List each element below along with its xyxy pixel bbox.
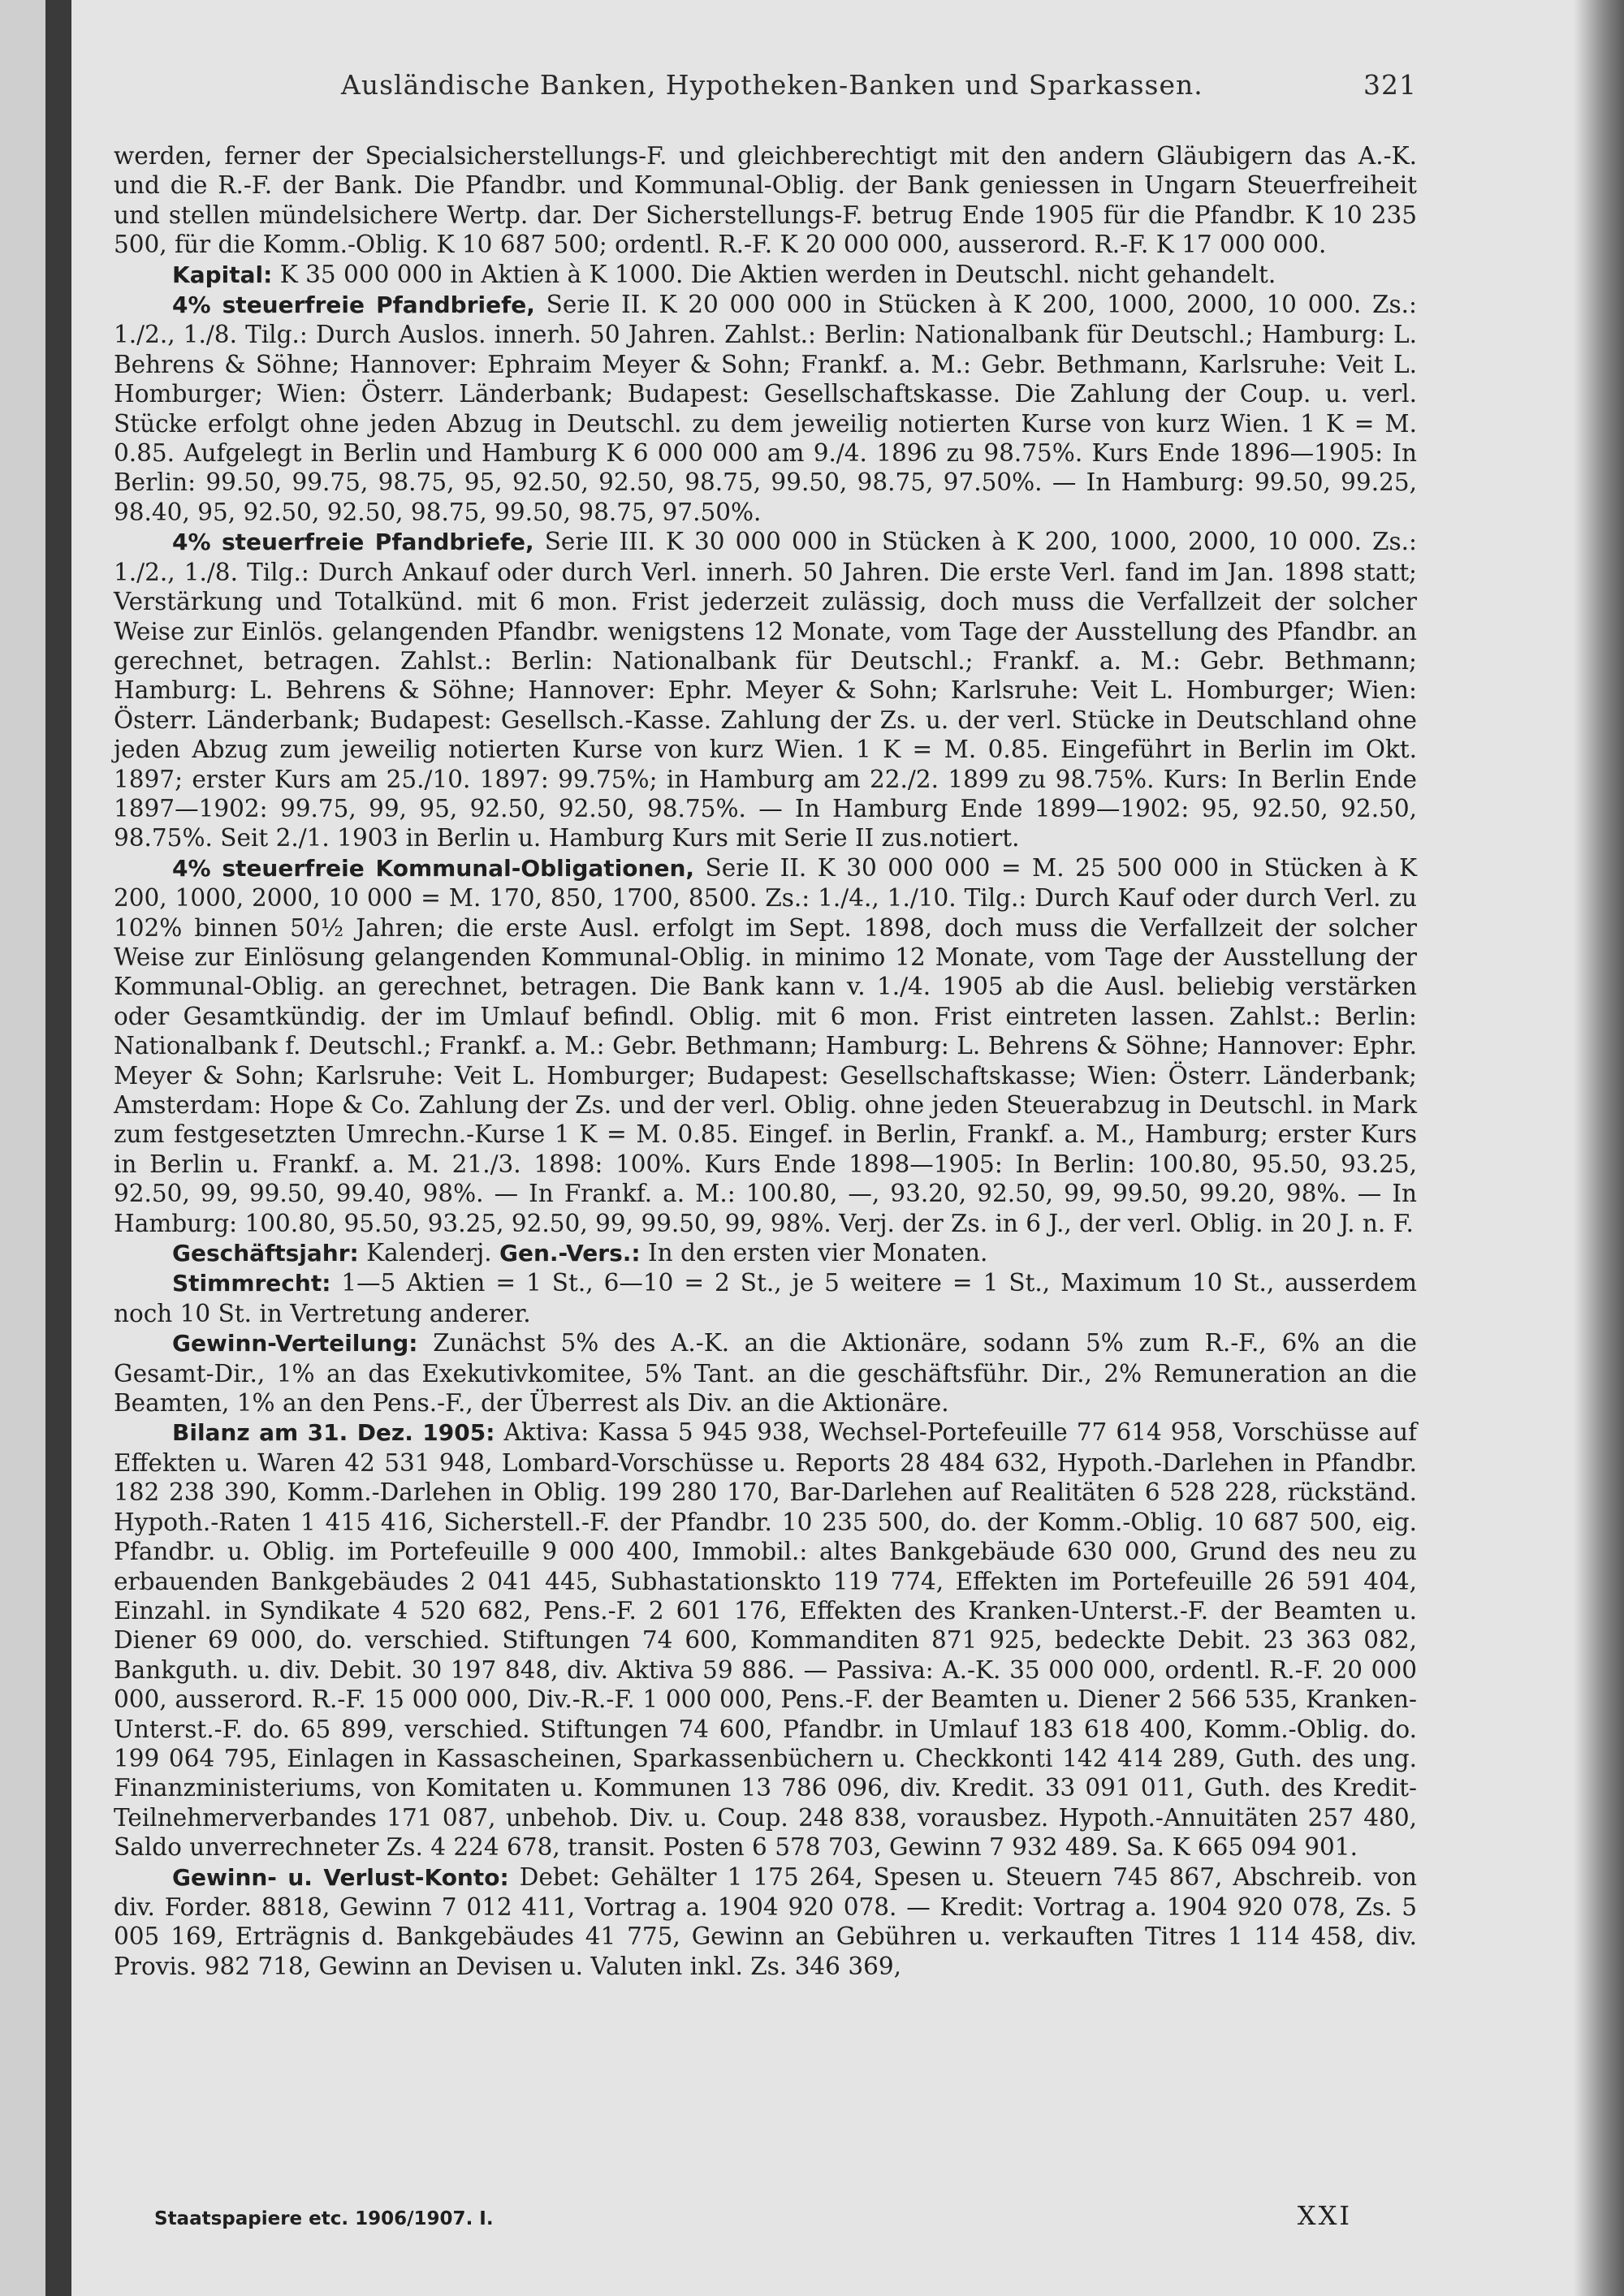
body-text (114, 141, 1417, 1981)
paragraph-text: Debet: Gehälter 1 175 264, Spesen u. Steuern 745 867, Abschreib. von div. Forder. 8818, Gewinn 7 012 411, Vortrag a. 1904 920 078. — Kredit: Vortrag a. 1904 920 078, Zs. 5 005 169, Erträgnis d. Bankgebäudes 41 775, Gewinn an Gebühren u. verkauften Titres 1 114 458, div. Provis. 982 718, Gewinn an Devisen u. Valuten inkl. Zs. 346 369, (114, 1862, 1417, 1980)
paragraph-gewinn-verteilung (114, 1328, 1417, 1418)
paragraph-text: Serie III. K 30 000 000 in Stücken à K 200, 1000, 2000, 10 000. Zs.: 1./2., 1./8. Tilg.: Durch Ankauf oder durch Verl. innerh. 50 Jahren. Die erste Verl. fand im Jan. 1898 statt; Verstärkung und Totalkünd. mit 6 mon. Frist jederzeit zulässig, doch muss die Verfallzeit der solcher Weise zur Einlös. gelangenden Pfandbr. wenigstens 12 Monate, vom Tage der Ausstellung des Pfandbr. an gerechnet, betragen. Zahlst.: Berlin: Nationalbank für Deutschl.; Frankf. a. M.: Gebr. Bethmann; Hamburg: L. Behrens & Söhne; Hannover: Ephr. Meyer & Sohn; Karlsruhe: Veit L. Homburger; Wien: Österr. Länderbank; Budapest: Gesellsch.-Kasse. Zahlung der Zs. u. der verl. Stücke in Deutschland ohne jeden Abzug zum jeweilig notierten Kurse von kurz Wien. 1 K = M. 0.85. Eingeführt in Berlin im Okt. 1897; erster Kurs am 25./10. 1897: 99.75%; in Hamburg am 22./2. 1899 zu 98.75%. Kurs: In Berlin Ende 1897—1902: 99.75, 99, 95, 92.50, 92.50, 98.75%. — In Hamburg Ende 1899—1902: 95, 92.50, 92.50, 98.75%. Seit 2./1. 1903 in Berlin u. Hamburg Kurs mit Serie II zus.notiert. (114, 528, 1417, 852)
running-header (341, 69, 1417, 101)
paragraph-text: Aktiva: Kassa 5 945 938, Wechsel-Portefeuille 77 614 958, Vorschüsse auf Effekten u. Waren 42 531 948, Lombard-Vorschüsse u. Reports 28 484 632, Hypoth.-Darlehen in Pfandbr. 182 238 390, Komm.-Darlehen in Oblig. 199 280 170, Bar-Darlehen auf Realitäten 6 528 228, rückständ. Hypoth.-Raten 1 415 416, Sicherstell.-F. der Pfandbr. 10 235 500, do. der Komm.-Oblig. 10 687 500, eig. Pfandbr. u. Oblig. im Portefeuille 9 000 400, Immobil.: altes Bankgebäude 630 000, Grund des neu zu erbauenden Bankgebäudes 2 041 445, Subhastationskto 119 774, Effekten im Portefeuille 26 591 404, Einzahl. in Syndikate 4 520 682, Pens.-F. 2 601 176, Effekten des Kranken-Unterst.-F. der Beamten u. Diener 69 000, do. verschied. Stiftungen 74 600, Kommanditen 871 925, bedeckte Debit. 23 363 082, Bankguth. u. div. Debit. 30 197 848, div. Aktiva 59 886. — Passiva: A.-K. 35 000 000, ordentl. R.-F. 20 000 000, ausserord. R.-F. 15 000 000, Div.-R.-F. 1 000 000, Pens.-F. der Beamten u. Diener 2 566 535, Kranken-Unterst.-F. do. 65 899, verschied. Stiftungen 74 600, Pfandbr. in Umlauf 183 618 400, Komm.-Oblig. do. 199 064 795, Einlagen in Kassascheinen, Sparkassenbüchern u. Checkkonti 142 414 289, Guth. des ung. Finanzministeriums, von Komitaten u. Kommunen 13 786 096, div. Kredit. 33 091 011, Guth. des Kredit-Teilnehmerverbandes 171 087, unbehob. Div. u. Coup. 248 838, vorausbez. Hypoth.-Annuitäten 257 480, Saldo unverrechneter Zs. 4 224 678, transit. Posten 6 578 703, Gewinn 7 932 489. Sa. K 665 094 901. (114, 1418, 1417, 1862)
section-heading: Gewinn-Verteilung: (172, 1330, 418, 1357)
section-heading: 4% steuerfreie Kommunal-Obligationen, (172, 854, 695, 882)
paragraph-bilanz (114, 1418, 1417, 1862)
section-heading: Geschäftsjahr: (172, 1240, 359, 1267)
document-page (114, 69, 1417, 2245)
signature-mark: XXI (1297, 2200, 1352, 2231)
paragraph-text: 1—5 Aktien = 1 St., 6—10 = 2 St., je 5 weitere = 1 St., Maximum 10 St., ausserdem noch 10 St. in Vertretung anderer. (114, 1269, 1417, 1327)
section-heading: Gen.-Vers.: (499, 1240, 641, 1267)
paragraph-text: Serie II. K 20 000 000 in Stücken à K 200, 1000, 2000, 10 000. Zs.: 1./2., 1./8. Tilg.: Durch Auslos. innerh. 50 Jahren. Zahlst.: Berlin: Nationalbank für Deutschl.; Hamburg: L. Behrens & Söhne; Hannover: Ephraim Meyer & Sohn; Frankf. a. M.: Gebr. Bethmann, Karlsruhe: Veit L. Homburger; Wien: Österr. Länderbank; Budapest: Gesellschaftskasse. Die Zahlung der Coup. u. verl. Stücke erfolgt ohne jeden Abzug in Deutschl. zu dem jeweilig notierten Kurse von kurz Wien. 1 K = M. 0.85. Aufgelegt in Berlin und Hamburg K 6 000 000 am 9./4. 1896 zu 98.75%. Kurs Ende 1896—1905: In Berlin: 99.50, 99.75, 98.75, 95, 92.50, 92.50, 98.75, 99.50, 98.75, 97.50%. — In Hamburg: 99.50, 99.25, 98.40, 95, 92.50, 92.50, 98.75, 99.50, 98.75, 97.50%. (114, 291, 1417, 526)
paragraph-text: K 35 000 000 in Aktien à K 1000. Die Aktien werden in Deutschl. nicht gehandelt. (279, 260, 1276, 288)
header-title: Ausländische Banken, Hypotheken-Banken und Sparkassen. (341, 69, 1203, 101)
paragraph-geschaeftsjahr (114, 1238, 1417, 1268)
paragraph-text: Zunächst 5% des A.-K. an die Aktionäre, sodann 5% zum R.-F., 6% an die Gesamt-Dir., 1% an das Exekutivkomitee, 5% Tant. an die geschäftsführ. Dir., 2% Remuneration an die Beamten, 1% an den Pens.-F., der Überrest als Div. an die Aktionäre. (114, 1329, 1417, 1418)
paragraph-stimmrecht (114, 1268, 1417, 1328)
paragraph-gewinn-verlust (114, 1862, 1417, 1982)
book-binding-shadow (45, 0, 71, 2296)
section-heading: Gewinn- u. Verlust-Konto: (172, 1863, 509, 1891)
paragraph-pfandbriefe-serie-2 (114, 290, 1417, 527)
paragraph-text: Kalenderj. (366, 1239, 499, 1267)
section-heading: 4% steuerfreie Pfandbriefe, (172, 529, 534, 556)
section-heading: Stimmrecht: (172, 1270, 331, 1297)
page-footer (154, 2200, 1352, 2231)
page-number: 321 (1363, 69, 1417, 101)
footer-source: Staatspapiere etc. 1906/1907. I. (154, 2208, 494, 2229)
paragraph-kommunal-obligationen (114, 853, 1417, 1238)
paragraph-continuation (114, 141, 1417, 260)
paragraph-text: In den ersten vier Monaten. (647, 1239, 988, 1267)
section-heading: 4% steuerfreie Pfandbriefe, (172, 291, 535, 319)
paragraph-text: Serie II. K 30 000 000 = M. 25 500 000 in Stücken à K 200, 1000, 2000, 10 000 = M. 170, 850, 1700, 8500. Zs.: 1./4., 1./10. Tilg.: Durch Kauf oder durch Verl. zu 102% binnen 50½ Jahren; die erste Ausl. erfolgt im Sept. 1898, doch muss die Verfallzeit der solcher Weise zur Einlösung gelangenden Kommunal-Oblig. in minimo 12 Monate, vom Tage der Ausstellung der Kommunal-Oblig. an gerechnet, betragen. Die Bank kann v. 1./4. 1905 ab die Ausl. beliebig verstärken oder Gesamtkündig. der im Umlauf befindl. Oblig. mit 6 mon. Frist eintreten lassen. Zahlst.: Berlin: Nationalbank f. Deutschl.; Frankf. a. M.: Gebr. Bethmann; Hamburg: L. Behrens & Söhne; Hannover: Ephr. Meyer & Sohn; Karlsruhe: Veit L. Homburger; Budapest: Gesellschaftskasse; Wien: Österr. Länderbank; Amsterdam: Hope & Co. Zahlung der Zs. und der verl. Oblig. ohne jeden Steuerabzug in Deutschl. in Mark zum festgesetzten Umrechn.-Kurse 1 K = M. 0.85. Eingef. in Berlin, Frankf. a. M., Hamburg; erster Kurs in Berlin u. Frankf. a. M. 21./3. 1898: 100%. Kurs Ende 1898—1905: In Berlin: 100.80, 95.50, 93.25, 92.50, 99, 99.50, 99.40, 98%. — In Frankf. a. M.: 100.80, —, 93.20, 92.50, 99, 99.50, 99.20, 98%. — In Hamburg: 100.80, 95.50, 93.25, 92.50, 99, 99.50, 99, 98%. Verj. der Zs. in 6 J., der verl. Oblig. in 20 J. n. F. (114, 853, 1417, 1237)
paragraph-pfandbriefe-serie-3 (114, 527, 1417, 852)
section-heading: Bilanz am 31. Dez. 1905: (172, 1419, 495, 1447)
page-edge-shadow (1574, 0, 1624, 2296)
scan-left-margin (0, 0, 45, 2296)
paragraph-text: werden, ferner der Specialsicherstellungs-F. und gleichberechtigt mit den andern Gläubigern das A.-K. und die R.-F. der Bank. Die Pfandbr. und Kommunal-Oblig. der Bank geniessen in Ungarn Steuerfreiheit und stellen mündelsichere Wertp. dar. Der Sicherstellungs-F. betrug Ende 1905 für die Pfandbr. K 10 235 500, für die Komm.-Oblig. K 10 687 500; ordentl. R.-F. K 20 000 000, ausserord. R.-F. K 17 000 000. (114, 142, 1417, 259)
paragraph-kapital (114, 260, 1417, 290)
section-heading: Kapital: (172, 261, 273, 288)
